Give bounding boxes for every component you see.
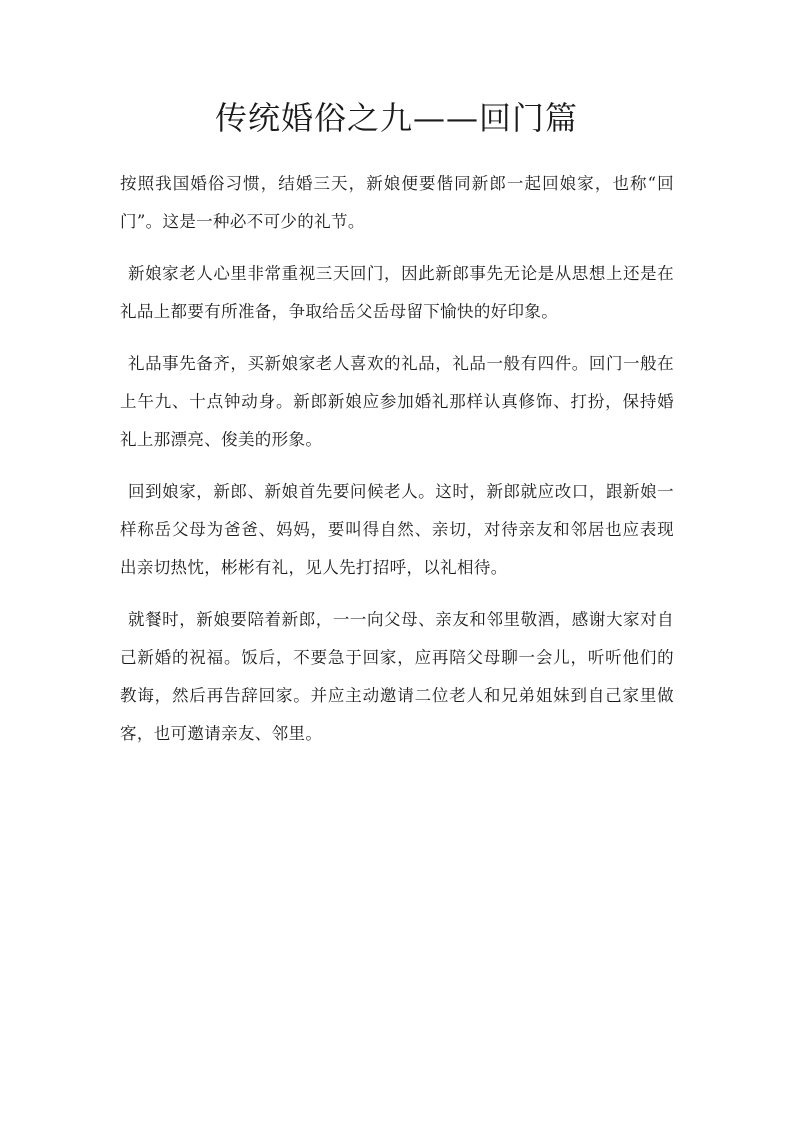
paragraph-3: 礼品事先备齐，买新娘家老人喜欢的礼品，礼品一般有四件。回门一般在上午九、十点钟动身。新郎新娘应参加婚礼那样认真修饰、打扮，保持婚礼上那漂亮、俊美的形象。 bbox=[120, 354, 674, 449]
paragraph-5: 就餐时，新娘要陪着新郎，一一向父母、亲友和邻里敬酒，感谢大家对自己新婚的祝福。饭后，不要急于回家，应再陪父母聊一会儿，听听他们的教诲，然后再告辞回家。并应主动邀请二位老人和兄弟姐妹到自己家里做客，也可邀请亲友、邻里。 bbox=[120, 610, 674, 743]
paragraph-2: 新娘家老人心里非常重视三天回门，因此新郎事先无论是从思想上还是在礼品上都要有所准备，争取给岳父岳母留下愉快的好印象。 bbox=[120, 264, 674, 321]
paragraph-4: 回到娘家，新郎、新娘首先要问候老人。这时，新郎就应改口，跟新娘一样称岳父母为爸爸、妈妈，要叫得自然、亲切，对待亲友和邻居也应表现出亲切热忱，彬彬有礼，见人先打招呼，以礼相待。 bbox=[120, 482, 674, 577]
document-body bbox=[120, 165, 674, 767]
document-title: 传统婚俗之九——回门篇 bbox=[214, 99, 578, 137]
paragraph-1: 按照我国婚俗习惯，结婚三天，新娘便要偕同新郎一起回娘家，也称“回门”。这是一种必不可少的礼节。 bbox=[120, 174, 674, 231]
